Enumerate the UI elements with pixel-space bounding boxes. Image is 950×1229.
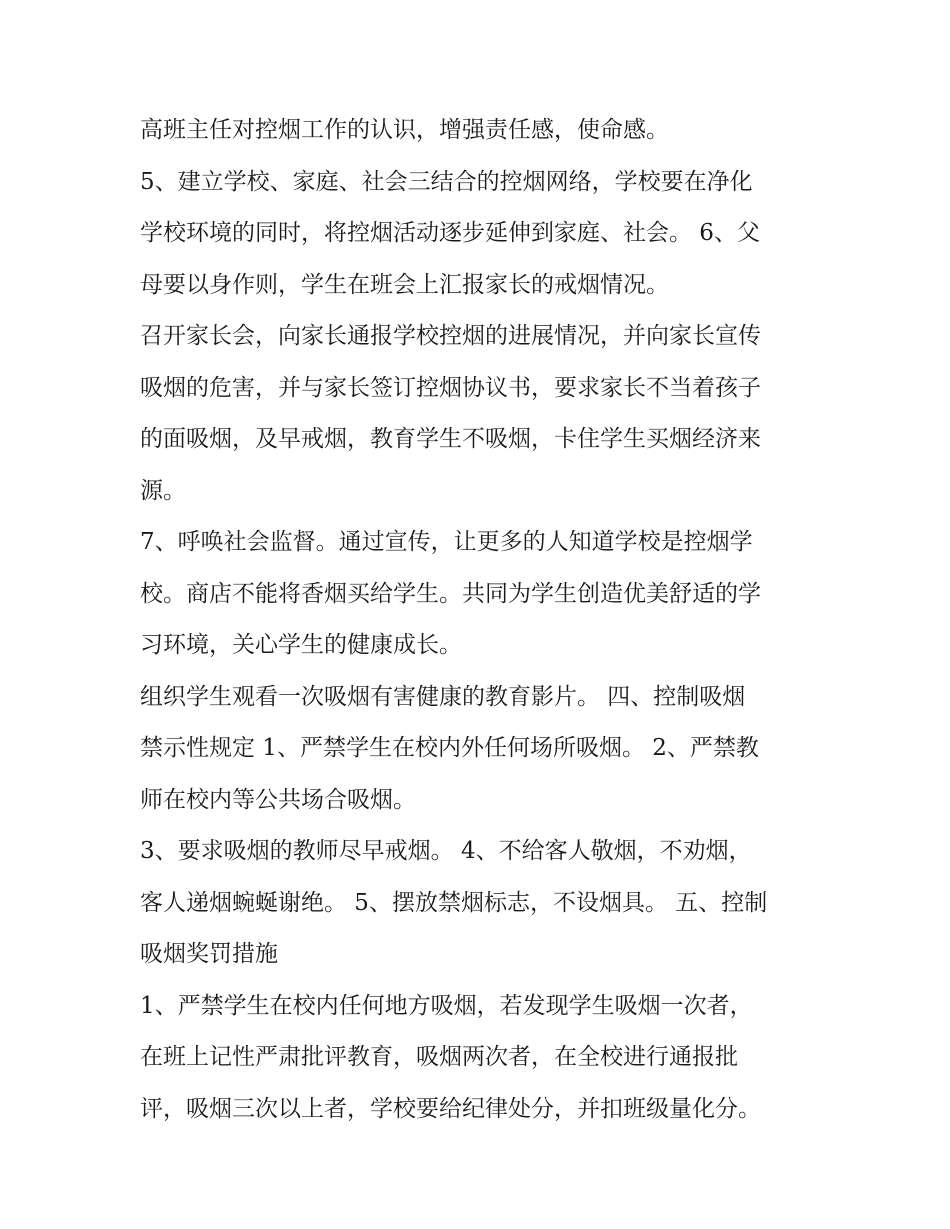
text-line: 师在校内等公共场合吸烟。 xyxy=(140,786,416,813)
paragraph xyxy=(140,826,820,981)
text-line: 1、严禁学生在校内任何地方吸烟，若发现学生吸烟一次者， xyxy=(140,992,753,1019)
text-line: 禁示性规定 1、严禁学生在校内外任何场所吸烟。 2、严禁教 xyxy=(140,735,759,761)
text-line: 吸烟奖罚措施 xyxy=(140,941,278,967)
paragraph xyxy=(140,981,820,1136)
text-line: 评，吸烟三次以上者，学校要给纪律处分，并扣班级量化分。 xyxy=(140,1095,761,1122)
text-line: 5、建立学校、家庭、社会三结合的控烟网络，学校要在净化 xyxy=(140,168,753,195)
paragraph xyxy=(140,157,820,312)
paragraph xyxy=(140,672,820,827)
text-line: 的面吸烟，及早戒烟，教育学生不吸烟，卡住学生买烟经济来 xyxy=(140,426,761,452)
text-line: 高班主任对控烟工作的认识，增强责任感，使命感。 xyxy=(140,117,669,143)
text-line: 校。商店不能将香烟买给学生。共同为学生创造优美舒适的学 xyxy=(140,580,761,607)
text-line: 吸烟的危害，并与家长签订控烟协议书，要求家长不当着孩子 xyxy=(140,374,761,401)
text-line: 学校环境的同时，将控烟活动逐步延伸到家庭、社会。 6、父 xyxy=(140,220,760,246)
paragraph xyxy=(140,517,820,672)
document-body xyxy=(140,105,820,1135)
text-line: 3、要求吸烟的教师尽早戒烟。 4、不给客人敬烟，不劝烟， xyxy=(140,838,752,864)
text-line: 在班上记性严肃批评教育，吸烟两次者，在全校进行通报批 xyxy=(140,1044,738,1070)
paragraph xyxy=(140,105,820,157)
text-line: 召开家长会，向家长通报学校控烟的进展情况，并向家长宣传 xyxy=(140,323,761,349)
text-line: 母要以身作则，学生在班会上汇报家长的戒烟情况。 xyxy=(140,271,669,298)
text-line: 习环境，关心学生的健康成长。 xyxy=(140,632,462,658)
paragraph xyxy=(140,311,820,517)
text-line: 7、呼唤社会监督。通过宣传，让更多的人知道学校是控烟学 xyxy=(140,529,753,555)
text-line: 组织学生观看一次吸烟有害健康的教育影片。 四、控制吸烟 xyxy=(140,683,746,710)
text-line: 客人递烟蜿蜒谢绝。 5、摆放禁烟标志，不设烟具。 五、控制 xyxy=(140,889,768,916)
text-line: 源。 xyxy=(140,477,186,504)
